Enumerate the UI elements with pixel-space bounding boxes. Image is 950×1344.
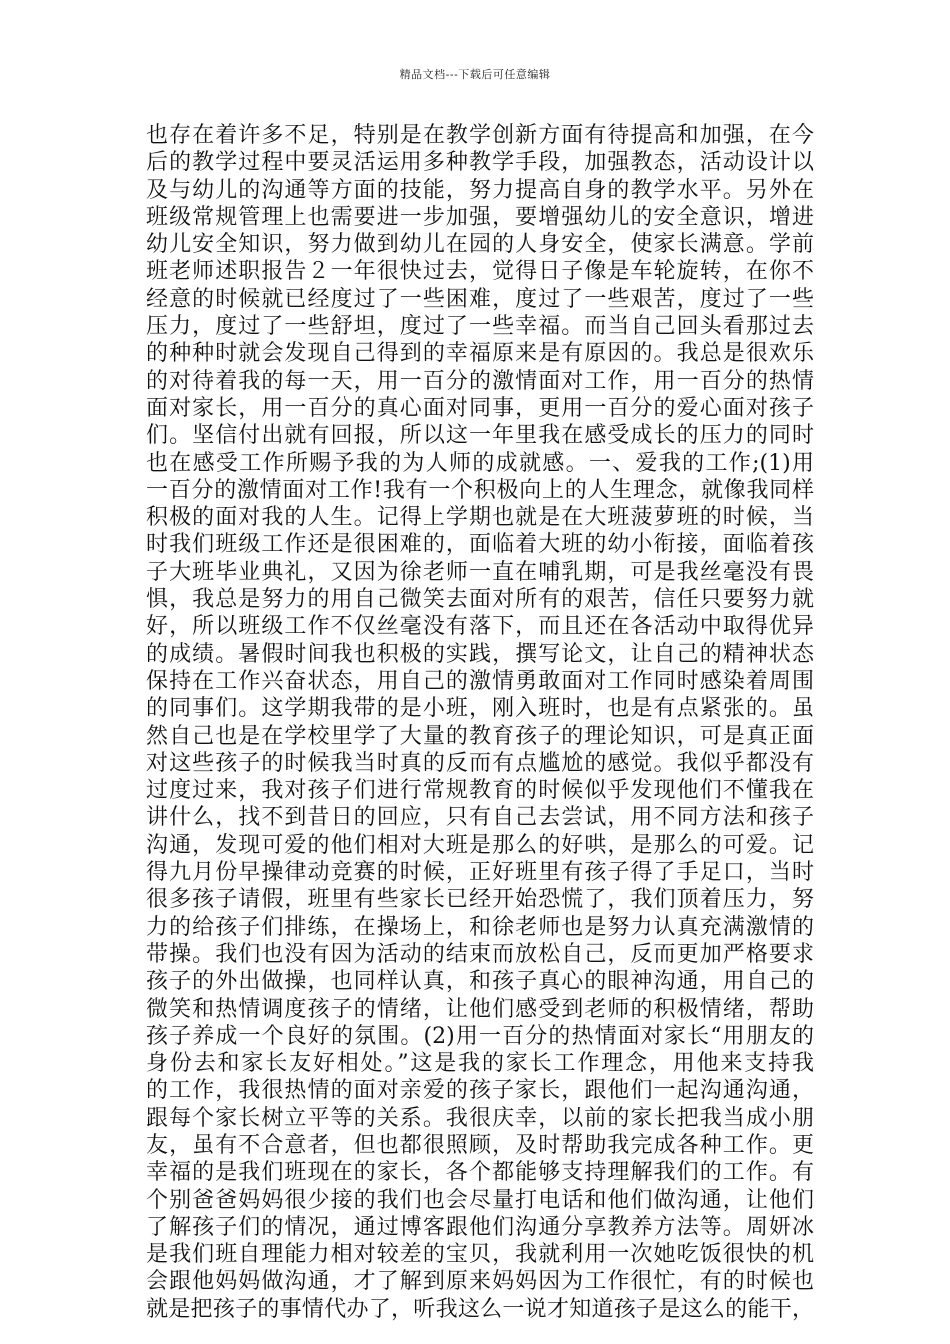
text-line: 也在感受工作所赐予我的为人师的成就感。一、爱我的工作;(1)用 — [146, 450, 814, 476]
text-line: 班级常规管理上也需要进一步加强，要增强幼儿的安全意识，增进 — [146, 204, 814, 230]
text-line: 也存在着许多不足，特别是在教学创新方面有待提高和加强，在今 — [146, 123, 814, 148]
text-line: 们。坚信付出就有回报，所以这一年里我在感受成长的压力的同时 — [146, 423, 814, 449]
text-line: 身份去和家长友好相处。”这是我的家长工作理念，用他来支持我 — [146, 1051, 814, 1077]
text-line: 微笑和热情调度孩子的情绪，让他们感受到老师的积极情绪，帮助 — [146, 996, 814, 1022]
text-line: 的成绩。暑假时间我也积极的实践，撰写论文，让自己的精神状态 — [146, 641, 814, 667]
text-line: 班老师述职报告２一年很快过去，觉得日子像是车轮旋转，在你不 — [146, 259, 814, 285]
text-line: 的对待着我的每一天，用一百分的激情面对工作，用一百分的热情 — [146, 368, 814, 394]
text-line: 幸福的是我们班现在的家长，各个都能够支持理解我们的工作。有 — [146, 1160, 814, 1186]
text-line: 会跟他妈妈做沟通，才了解到原来妈妈因为工作很忙，有的时候也 — [146, 1269, 814, 1295]
text-line: 了解孩子们的情况，通过博客跟他们沟通分享教养方法等。周妍冰 — [146, 1214, 814, 1240]
text-line: 惧，我总是努力的用自己微笑去面对所有的艰苦，信任只要努力就 — [146, 587, 814, 613]
text-line: 就是把孩子的事情代办了，听我这么一说才知道孩子是这么的能干， — [146, 1296, 814, 1322]
text-line: 及与幼儿的沟通等方面的技能，努力提高自身的教学水平。另外在 — [146, 177, 814, 203]
text-line: 好，所以班级工作不仅丝毫没有落下，而且还在各活动中取得优异 — [146, 614, 814, 640]
text-line: 幼儿安全知识，努力做到幼儿在园的人身安全，使家长满意。学前 — [146, 232, 814, 258]
text-line: 讲什么，找不到昔日的回应，只有自己去尝试，用不同方法和孩子 — [146, 805, 814, 831]
text-line: 是我们班自理能力相对较差的宝贝，我就利用一次她吃饭很快的机 — [146, 1242, 814, 1268]
text-line: 友，虽有不合意者，但也都很照顾，及时帮助我完成各种工作。更 — [146, 1132, 814, 1158]
text-line: 跟每个家长树立平等的关系。我很庆幸，以前的家长把我当成小朋 — [146, 1105, 814, 1131]
text-line: 面对家长，用一百分的真心面对同事，更用一百分的爱心面对孩子 — [146, 395, 814, 421]
text-line: 保持在工作兴奋状态，用自己的激情勇敢面对工作同时感染着周围 — [146, 668, 814, 694]
text-line: 得九月份早操律动竞赛的时候，正好班里有孩子得了手足口，当时 — [146, 860, 814, 886]
text-line: 力的给孩子们排练，在操场上，和徐老师也是努力认真充满激情的 — [146, 914, 814, 940]
text-line: 一百分的激情面对工作!我有一个积极向上的人生理念，就像我同样 — [146, 477, 814, 503]
text-line: 的工作，我很热情的面对亲爱的孩子家长，跟他们一起沟通沟通， — [146, 1078, 814, 1104]
page-header: 精品文档---下载后可任意编辑 — [399, 68, 551, 81]
text-line: 个别爸爸妈妈很少接的我们也会尽量打电话和他们做沟通，让他们 — [146, 1187, 814, 1213]
text-line: 时我们班级工作还是很困难的，面临着大班的幼小衔接，面临着孩 — [146, 532, 814, 558]
body-text — [146, 122, 814, 1323]
text-line: 对这些孩子的时候我当时真的反而有点尴尬的感觉。我似乎都没有 — [146, 750, 814, 776]
text-line: 沟通，发现可爱的他们相对大班是那么的好哄，是那么的可爱。记 — [146, 832, 814, 858]
text-line: 很多孩子请假，班里有些家长已经开始恐慌了，我们顶着压力，努 — [146, 887, 814, 913]
text-line: 后的教学过程中要灵活运用多种教学手段，加强教态，活动设计以 — [146, 150, 814, 176]
text-line: 过度过来，我对孩子们进行常规教育的时候似乎发现他们不懂我在 — [146, 778, 814, 804]
text-line: 压力，度过了一些舒坦，度过了一些幸福。而当自己回头看那过去 — [146, 314, 814, 340]
text-line: 然自己也是在学校里学了大量的教育孩子的理论知识，可是真正面 — [146, 723, 814, 749]
text-line: 的同事们。这学期我带的是小班，刚入班时，也是有点紧张的。虽 — [146, 696, 814, 722]
text-line: 孩子的外出做操，也同样认真，和孩子真心的眼神沟通，用自己的 — [146, 969, 814, 995]
text-line: 子大班毕业典礼，又因为徐老师一直在哺乳期，可是我丝毫没有畏 — [146, 559, 814, 585]
text-line: 孩子养成一个良好的氛围。(2)用一百分的热情面对家长“用朋友的 — [146, 1023, 814, 1049]
text-line: 经意的时候就已经度过了一些困难，度过了一些艰苦，度过了一些 — [146, 286, 814, 312]
text-line: 的种种时就会发现自己得到的幸福原来是有原因的。我总是很欢乐 — [146, 341, 814, 367]
text-line: 带操。我们也没有因为活动的结束而放松自己，反而更加严格要求 — [146, 941, 814, 967]
text-line: 积极的面对我的人生。记得上学期也就是在大班菠萝班的时候，当 — [146, 505, 814, 531]
